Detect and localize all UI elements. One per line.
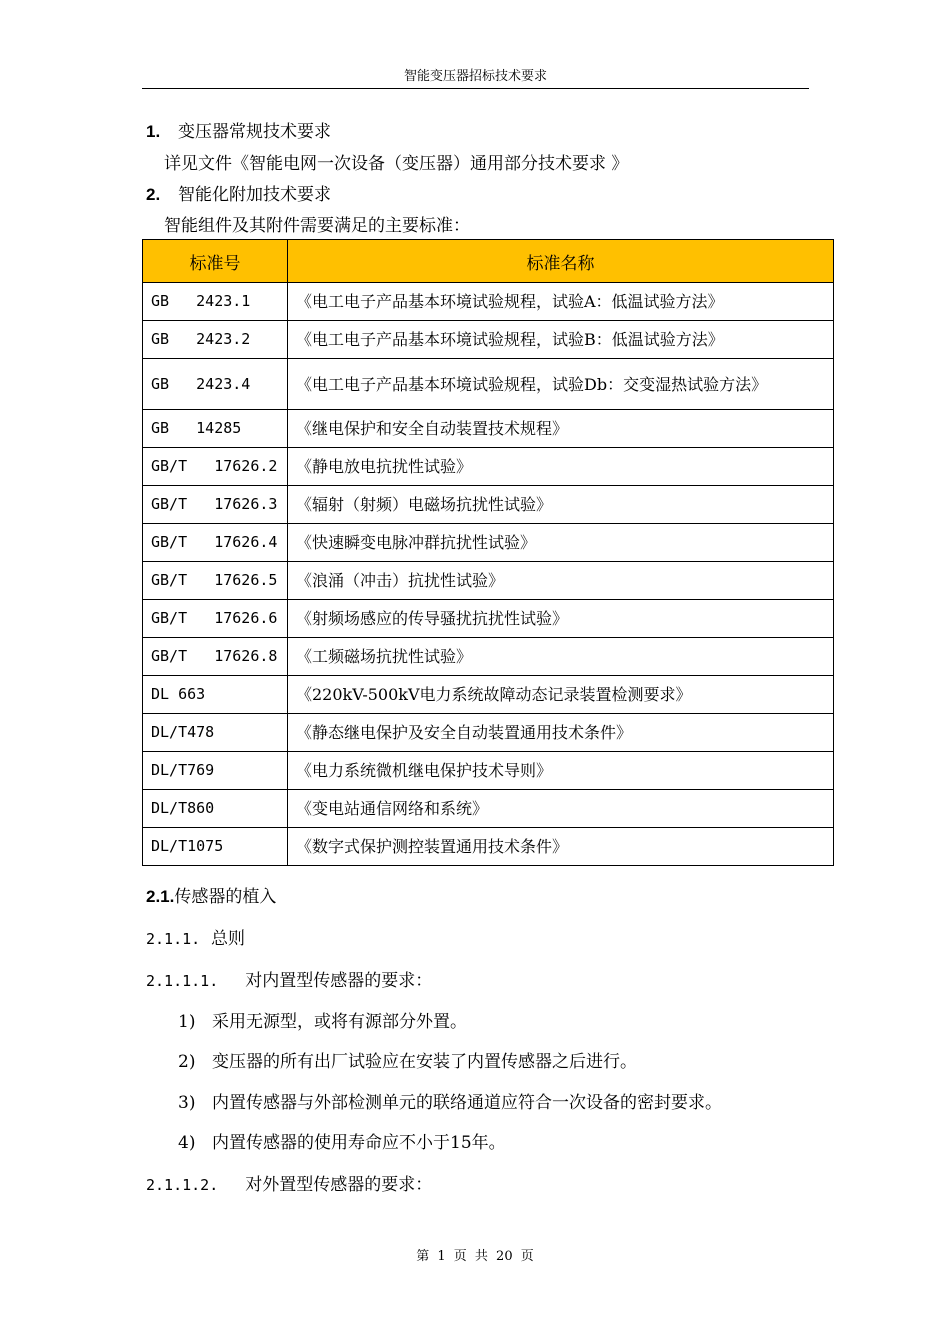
section-title: 变压器常规技术要求 <box>178 122 331 142</box>
clause-2-1-1-heading <box>146 928 245 950</box>
clause-number: 2.1.1.1. <box>146 972 219 990</box>
table-row <box>143 359 834 410</box>
standard-code: GB/T 17626.4 <box>143 524 288 562</box>
standard-name: 《数字式保护测控装置通用技术条件》 <box>288 828 834 866</box>
list-item-number: 3) <box>178 1093 196 1113</box>
standard-name: 《继电保护和安全自动装置技术规程》 <box>288 410 834 448</box>
list-item-text: 采用无源型，或将有源部分外置。 <box>212 1012 467 1032</box>
table-row <box>143 828 834 866</box>
standard-name: 《静态继电保护及安全自动装置通用技术条件》 <box>288 714 834 752</box>
section-title: 智能化附加技术要求 <box>178 185 331 205</box>
standard-code: GB 2423.4 <box>143 359 288 410</box>
column-header-code: 标准号 <box>143 240 288 283</box>
section-number: 1. <box>146 122 161 141</box>
table-row <box>143 448 834 486</box>
standard-name: 《静电放电抗扰性试验》 <box>288 448 834 486</box>
section-2-body: 智能组件及其附件需要满足的主要标准： <box>164 216 470 236</box>
subsection-2-1-heading <box>146 886 276 908</box>
subsection-number: 2.1. <box>146 887 175 906</box>
clause-2-1-1-1-heading <box>146 970 432 992</box>
table-row <box>143 486 834 524</box>
table-row <box>143 752 834 790</box>
table-row <box>143 714 834 752</box>
list-item-number: 1) <box>178 1012 196 1032</box>
standard-code: DL 663 <box>143 676 288 714</box>
standard-name: 《快速瞬变电脉冲群抗扰性试验》 <box>288 524 834 562</box>
list-item <box>178 1132 506 1154</box>
column-header-name: 标准名称 <box>288 240 834 283</box>
section-1-body: 详见文件《智能电网一次设备（变压器）通用部分技术要求 》 <box>164 154 629 174</box>
standard-code: GB 14285 <box>143 410 288 448</box>
list-item-text: 内置传感器与外部检测单元的联络通道应符合一次设备的密封要求。 <box>212 1093 722 1113</box>
section-1-heading <box>146 121 331 143</box>
standard-name: 《电工电子产品基本环境试验规程，试验Db：交变湿热试验方法》 <box>288 359 834 410</box>
standard-code: GB/T 17626.3 <box>143 486 288 524</box>
standard-name: 《变电站通信网络和系统》 <box>288 790 834 828</box>
header-rule <box>142 88 809 89</box>
clause-title: 对外置型传感器的要求： <box>245 1175 433 1195</box>
standards-table <box>142 239 834 866</box>
standard-name: 《电工电子产品基本环境试验规程，试验A：低温试验方法》 <box>288 283 834 321</box>
list-item-text: 变压器的所有出厂试验应在安装了内置传感器之后进行。 <box>212 1052 637 1072</box>
section-2-heading <box>146 184 331 206</box>
standard-name: 《辐射（射频）电磁场抗扰性试验》 <box>288 486 834 524</box>
list-item-number: 2) <box>178 1052 196 1072</box>
table-row <box>143 676 834 714</box>
standard-code: DL/T769 <box>143 752 288 790</box>
standard-code: GB 2423.1 <box>143 283 288 321</box>
clause-number: 2.1.1. <box>146 930 201 948</box>
table-header-row <box>143 240 834 283</box>
table-row <box>143 283 834 321</box>
standard-name: 《电力系统微机继电保护技术导则》 <box>288 752 834 790</box>
standard-code: DL/T860 <box>143 790 288 828</box>
table-row <box>143 638 834 676</box>
standard-code: DL/T478 <box>143 714 288 752</box>
section-number: 2. <box>146 185 161 204</box>
table-row <box>143 562 834 600</box>
list-item <box>178 1092 722 1114</box>
standard-name: 《浪涌（冲击）抗扰性试验》 <box>288 562 834 600</box>
clause-2-1-1-2-heading <box>146 1174 432 1196</box>
standard-name: 《220kV-500kV电力系统故障动态记录装置检测要求》 <box>288 676 834 714</box>
standard-code: GB/T 17626.5 <box>143 562 288 600</box>
standard-code: DL/T1075 <box>143 828 288 866</box>
standard-code: GB/T 17626.6 <box>143 600 288 638</box>
table-row <box>143 410 834 448</box>
table-row <box>143 524 834 562</box>
table-row <box>143 321 834 359</box>
list-item <box>178 1051 637 1073</box>
page-footer: 第 1 页 共 20 页 <box>416 1249 534 1264</box>
standard-name: 《电工电子产品基本环境试验规程，试验B：低温试验方法》 <box>288 321 834 359</box>
clause-number: 2.1.1.2. <box>146 1176 219 1194</box>
standard-code: GB 2423.2 <box>143 321 288 359</box>
subsection-title: 传感器的植入 <box>174 887 277 907</box>
standard-name: 《射频场感应的传导骚扰抗扰性试验》 <box>288 600 834 638</box>
standard-code: GB/T 17626.2 <box>143 448 288 486</box>
clause-title: 对内置型传感器的要求： <box>245 971 433 991</box>
table-row <box>143 790 834 828</box>
list-item-number: 4) <box>178 1133 196 1153</box>
clause-title: 总则 <box>211 929 245 949</box>
standard-code: GB/T 17626.8 <box>143 638 288 676</box>
list-item-text: 内置传感器的使用寿命应不小于15年。 <box>212 1133 506 1153</box>
table-row <box>143 600 834 638</box>
list-item <box>178 1011 467 1033</box>
running-header: 智能变压器招标技术要求 <box>403 69 547 84</box>
standard-name: 《工频磁场抗扰性试验》 <box>288 638 834 676</box>
